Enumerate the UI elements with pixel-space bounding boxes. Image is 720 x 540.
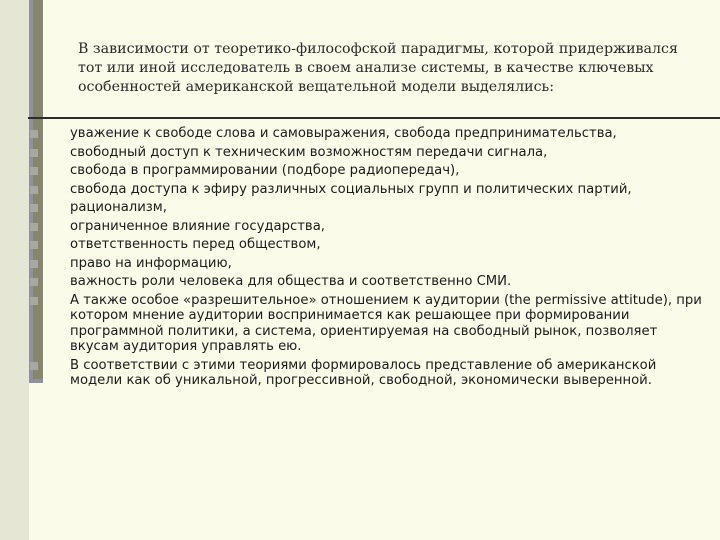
list-item-text: рационализм, [70,200,167,215]
list-item [30,274,710,290]
title-divider [28,117,720,119]
list-item [30,145,710,161]
list-item [30,293,710,355]
bullet-square-icon [30,297,38,305]
list-item-text: важность роли человека для общества и соответственно СМИ. [70,274,512,289]
bullet-square-icon [30,186,38,194]
list-item-text: право на информацию, [70,255,232,271]
bullet-square-icon [30,278,38,286]
list-item [30,200,710,216]
bullet-square-icon [30,167,38,175]
list-item-text: свобода в программировании (подборе радиопередач), [70,163,460,178]
list-item [30,126,710,142]
list-item-text: уважение к свободе слова и самовыражения, свобода предпринимательства, [70,126,617,141]
bullet-square-icon [30,149,38,157]
list-item-text: ответственность перед обществом, [70,237,321,252]
bullet-square-icon [30,204,38,212]
list-item [30,256,710,272]
list-item-text: А также особое «разрешительное» отношением к аудитории (the permissive attitude), при котором мнение аудитории воспринимается как решающее при формировании программной политики, а система, ориентируемая на свободный рынок, позволяет вкусам аудитория управлять ею. [70,292,702,354]
bullet-square-icon [30,362,38,370]
list-item-text: В соответствии с этими теориями формировалось представление об американской модели как об уникальной, прогрессивной, свободной, экономически выверенной. [70,357,657,388]
list-item-text: свободный доступ к техническим возможностям передачи сигнала, [70,144,548,160]
list-item-text: ограниченное влияние государства, [70,218,325,234]
list-item [30,219,710,235]
bullet-square-icon [30,260,38,268]
slide-title: В зависимости от теоретико-философской парадигмы, которой придерживался тот или иной исследователь в своем анализе системы, в качестве ключевых особенностей американской вещательной модели выделялись: [78,41,678,95]
bullet-square-icon [30,130,38,138]
slide-sidebar [0,0,29,540]
list-item [30,237,710,253]
list-item [30,358,710,389]
list-item [30,182,710,198]
list-item [30,163,710,179]
bullet-list [30,126,710,392]
bullet-square-icon [30,223,38,231]
bullet-square-icon [30,241,38,249]
list-item-text: свобода доступа к эфиру различных социальных групп и политических партий, [70,181,632,197]
